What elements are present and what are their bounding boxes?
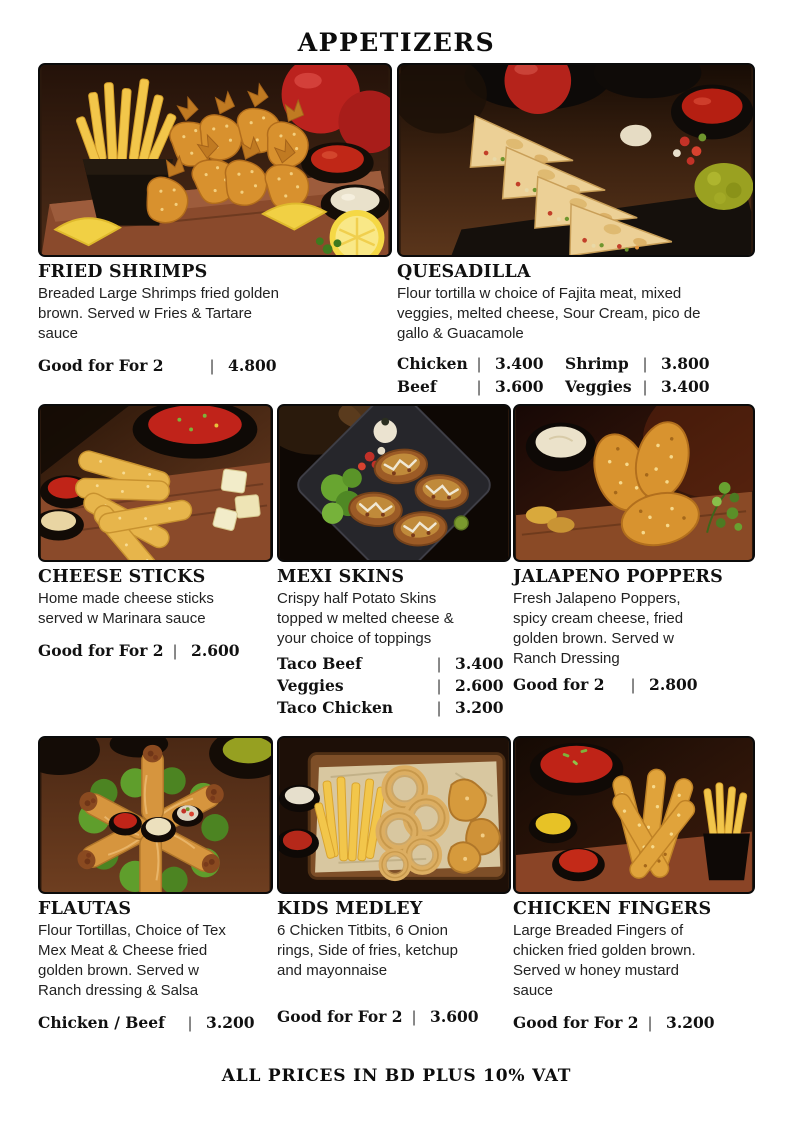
- quesadilla-illustration: [399, 65, 753, 255]
- price-row: [513, 675, 755, 695]
- price-label: Veggies: [565, 377, 632, 396]
- price-value: 2.800: [649, 675, 698, 694]
- price-label: Veggies: [277, 676, 344, 695]
- menu-item-fried-shrimps: [38, 63, 392, 376]
- price-separator: |: [173, 643, 178, 660]
- price-value: 4.800: [228, 356, 277, 375]
- fried-shrimps-photo: [38, 63, 392, 257]
- footer-note: ALL PRICES IN BD PLUS 10% VAT: [221, 1066, 572, 1086]
- item-name: FLAUTAS: [38, 899, 132, 919]
- salsa-bowl: [530, 743, 624, 796]
- item-name: JALAPENO POPPERS: [513, 567, 724, 587]
- salsa-bowl: [671, 85, 753, 140]
- price-label: Chicken / Beef: [38, 1013, 165, 1032]
- kids-medley-illustration: [279, 738, 509, 892]
- price-value: 3.400: [495, 354, 544, 373]
- item-description: Flour Tortillas, Choice of Tex Mex Meat & Cheese fried golden brown. Served w Ranch dressing & Salsa: [38, 922, 226, 999]
- menu-item-cheese-sticks: [38, 404, 273, 661]
- price-row: [38, 356, 392, 376]
- item-name: QUESADILLA: [397, 262, 531, 282]
- price-separator: |: [477, 356, 482, 373]
- price-label: Good for For 2: [38, 356, 164, 375]
- ketchup-cup: [552, 848, 605, 881]
- price-separator: |: [210, 358, 215, 375]
- cheese-sticks-photo: [38, 404, 273, 562]
- price-value: 3.400: [455, 654, 504, 673]
- mexi-skins-photo: [277, 404, 511, 562]
- jalapeno-poppers-illustration: [515, 406, 753, 560]
- price-value: 2.600: [191, 641, 240, 660]
- item-name: CHICKEN FINGERS: [513, 899, 712, 919]
- jalapeno-slice: [454, 516, 468, 530]
- price-row: [513, 1013, 755, 1033]
- price-row: [38, 1013, 273, 1033]
- price-label: Good for For 2: [277, 1007, 403, 1026]
- price-label: Taco Beef: [277, 654, 362, 673]
- price-label: Good for For 2: [513, 1013, 639, 1032]
- price-label: Shrimp: [565, 354, 629, 373]
- page-title: APPETIZERS: [297, 28, 496, 57]
- price-label: Chicken: [397, 354, 468, 373]
- fried-shrimps-illustration: [40, 65, 390, 255]
- menu-item-flautas: [38, 736, 273, 1033]
- price-value: 3.600: [495, 377, 544, 396]
- guacamole: [695, 163, 753, 210]
- price-value: 3.400: [661, 377, 710, 396]
- price-row: [277, 698, 511, 718]
- price-grid: [397, 352, 755, 397]
- price-value: 3.200: [455, 698, 504, 717]
- item-description: Large Breaded Fingers of chicken fried golden brown. Served w honey mustard sauce: [513, 922, 696, 999]
- chicken-fingers-photo: [513, 736, 755, 894]
- price-label: Beef: [397, 377, 437, 396]
- item-description: 6 Chicken Titbits, 6 Onion rings, Side of fries, ketchup and mayonnaise: [277, 922, 458, 979]
- price-value: 3.200: [666, 1013, 715, 1032]
- item-name: FRIED SHRIMPS: [38, 262, 208, 282]
- item-name: CHEESE STICKS: [38, 567, 206, 587]
- ranch-bowl: [526, 423, 596, 472]
- menu-item-quesadilla: [397, 63, 755, 397]
- item-description: Breaded Large Shrimps fried golden brown. Served w Fries & Tartare sauce: [38, 285, 279, 342]
- price-value: 3.800: [661, 354, 710, 373]
- price-row: [397, 377, 565, 397]
- price-row: [565, 377, 755, 397]
- menu-item-chicken-fingers: [513, 736, 755, 1033]
- price-separator: |: [437, 700, 442, 717]
- kids-medley-photo: [277, 736, 511, 894]
- item-name: KIDS MEDLEY: [277, 899, 423, 919]
- cheese-sticks-illustration: [40, 406, 271, 560]
- item-description: Fresh Jalapeno Poppers, spicy cream cheese, fried golden brown. Served w Ranch Dressing: [513, 590, 684, 667]
- garlic: [620, 125, 651, 147]
- item-name: MEXI SKINS: [277, 567, 405, 587]
- item-description: Crispy half Potato Skins topped w melted cheese & your choice of toppings: [277, 590, 454, 647]
- price-separator: |: [437, 678, 442, 695]
- menu-item-jalapeno-poppers: [513, 404, 755, 695]
- jalapeno-poppers-photo: [513, 404, 755, 562]
- item-description: Flour tortilla w choice of Fajita meat, mixed veggies, melted cheese, Sour Cream, pico de gallo & Guacamole: [397, 285, 701, 342]
- price-separator: |: [648, 1015, 653, 1032]
- price-separator: |: [643, 356, 648, 373]
- price-list: [277, 654, 511, 718]
- price-row: [397, 354, 565, 374]
- flautas-photo: [38, 736, 273, 894]
- chicken-fingers-illustration: [515, 738, 753, 892]
- price-separator: |: [188, 1015, 193, 1032]
- quesadilla-photo: [397, 63, 755, 257]
- mustard-cup: [529, 812, 578, 843]
- menu-item-kids-medley: [277, 736, 511, 1027]
- price-separator: |: [631, 677, 636, 694]
- price-row: [565, 354, 755, 374]
- price-row: [277, 1007, 511, 1027]
- price-value: 2.600: [455, 676, 504, 695]
- price-separator: |: [477, 379, 482, 396]
- price-row: [277, 676, 511, 696]
- price-separator: |: [643, 379, 648, 396]
- price-label: Good for For 2: [38, 641, 164, 660]
- price-separator: |: [437, 656, 442, 673]
- price-row: [277, 654, 511, 674]
- price-row: [38, 641, 273, 661]
- item-description: Home made cheese sticks served w Marinara sauce: [38, 590, 214, 627]
- price-value: 3.200: [206, 1013, 255, 1032]
- flautas-illustration: [40, 738, 271, 892]
- menu-item-mexi-skins: [277, 404, 511, 718]
- mexi-skins-illustration: [279, 406, 509, 560]
- price-label: Good for 2: [513, 675, 605, 694]
- price-label: Taco Chicken: [277, 698, 394, 717]
- price-value: 3.600: [430, 1007, 479, 1026]
- price-separator: |: [412, 1009, 417, 1026]
